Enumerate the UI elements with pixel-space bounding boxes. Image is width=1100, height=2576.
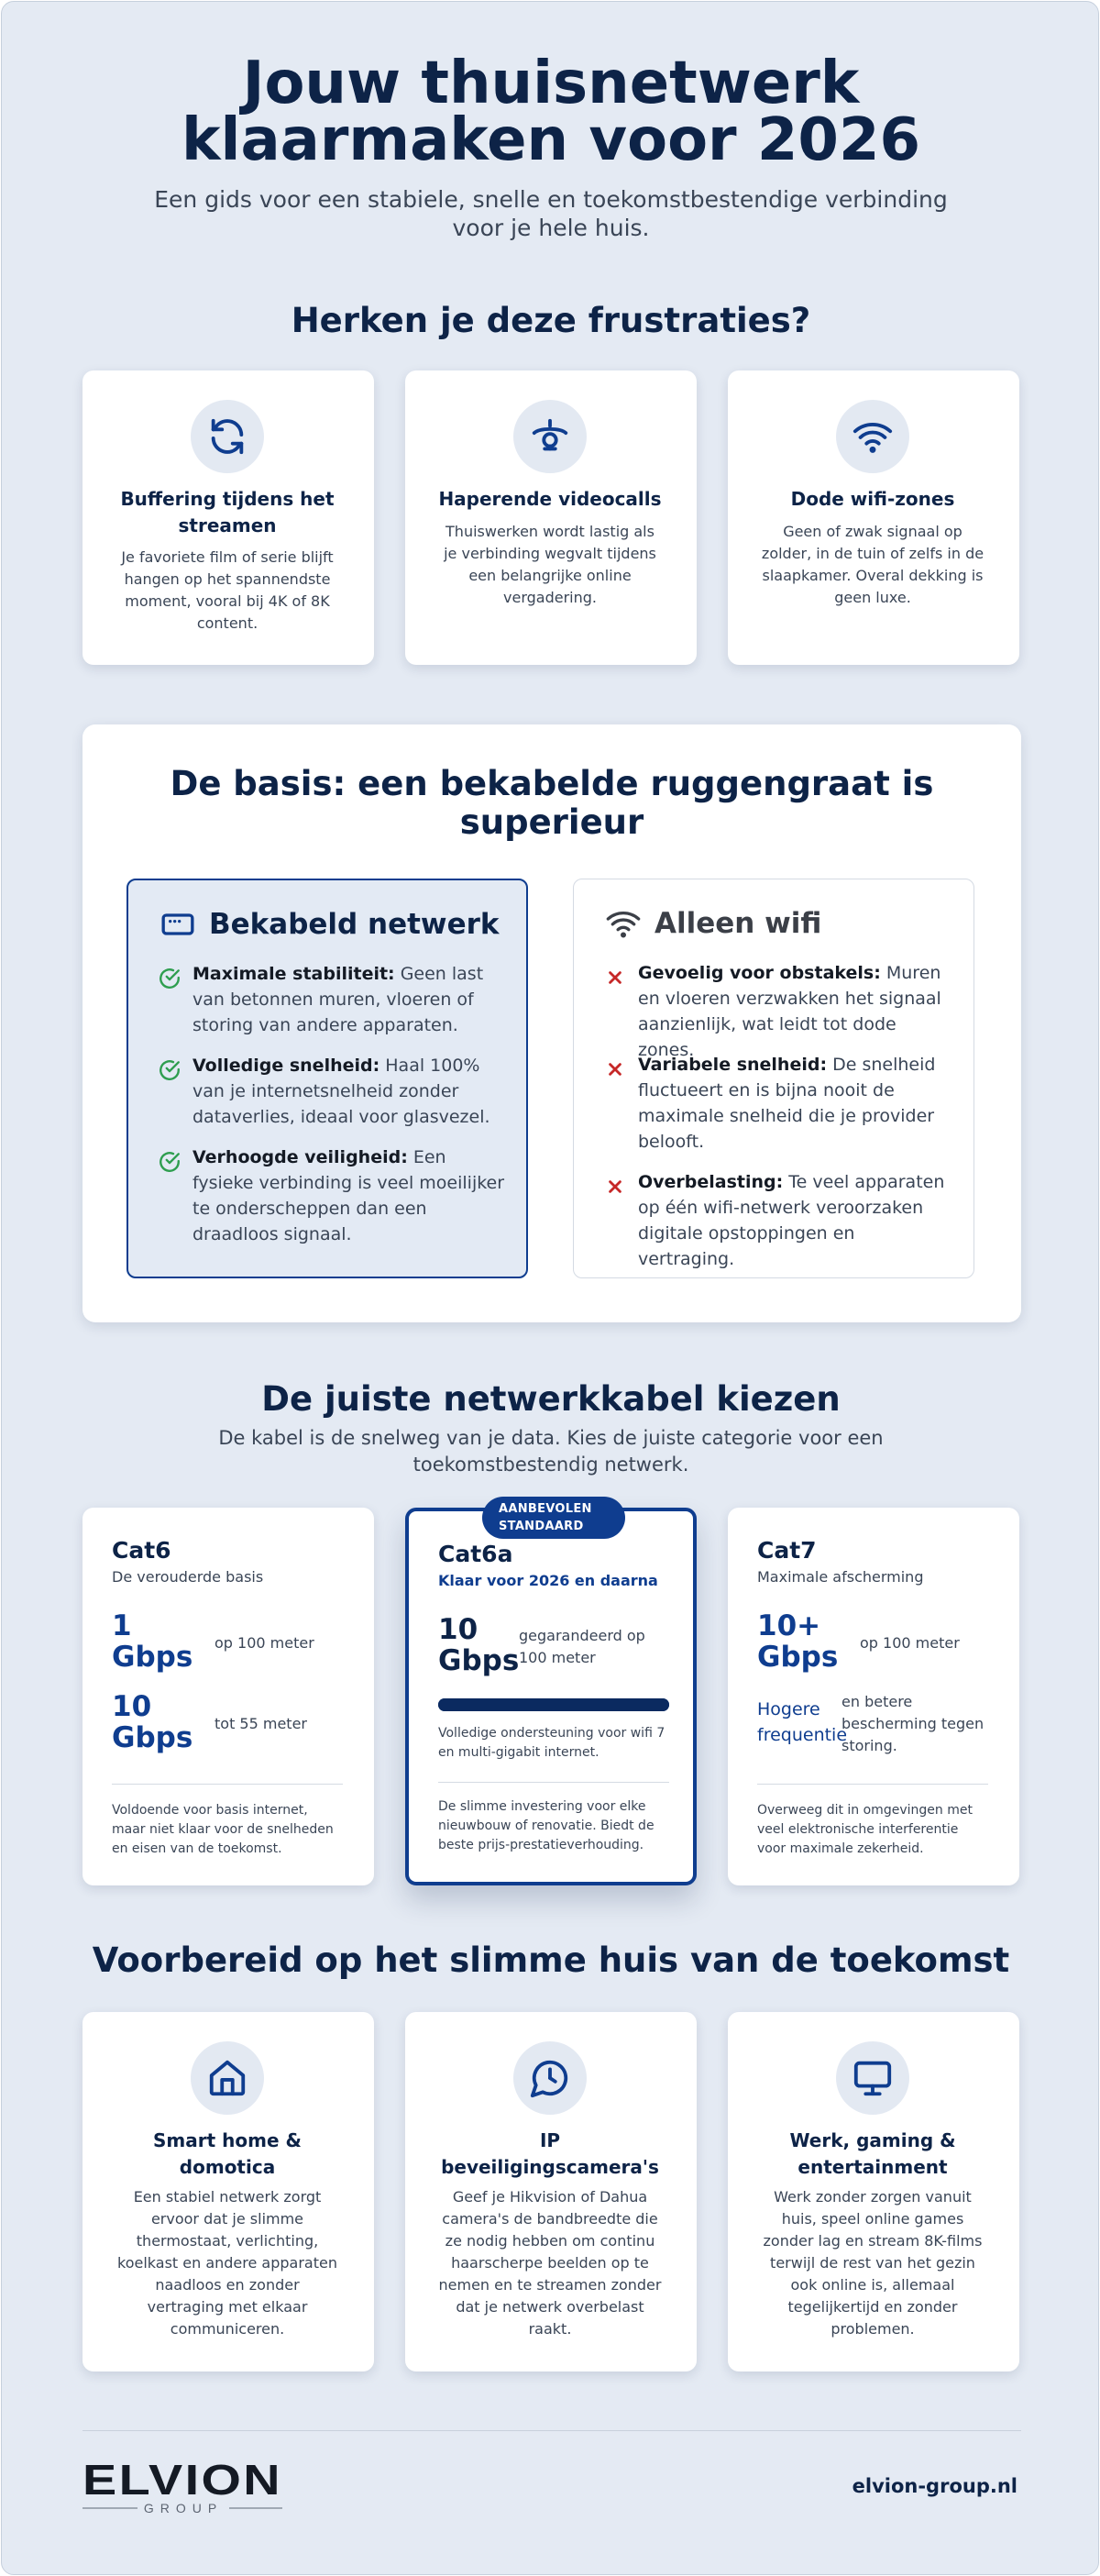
divider [112,1784,343,1785]
cable-tag: Maximale afscherming [757,1568,924,1586]
speed-bar-fill [438,1698,669,1711]
page-subtitle: Een gids voor een stabiele, snelle en toekomstbestendige verbinding voor je hele huis. [154,186,948,241]
monitor-icon-circle [836,2041,909,2115]
cable-speed: 10 Gbps [438,1613,520,1677]
cable-tag: Klaar voor 2026 en daarna [438,1572,658,1589]
refresh-icon-circle [191,400,264,473]
wired-point-label: Verhoogde veiligheid: [192,1147,408,1167]
smart-card-title: Smart home & domotica [153,2129,302,2178]
wifi-point [638,1052,955,1155]
cable-speed: 10 Gbps [112,1690,193,1754]
page-title [2,50,1100,174]
cable-speed-note: op 100 meter [860,1634,960,1652]
camera-icon-circle [513,2041,587,2115]
home-icon [206,2057,248,2099]
cable-frequency: Hogere frequentie [757,1699,848,1745]
elvion-logo [82,2460,284,2516]
cable-name: Cat7 [757,1537,817,1564]
smart-card-text: Geef je Hikvision of Dahua camera's de bandbreedte die ze nodig hebben om continu haarscherpe beelden op te nemen en te streamen zonder dat je netwerk overbelast raakt. [438,2188,662,2338]
divider [757,1784,988,1785]
cables-subtitle: De kabel is de snelweg van je data. Kies de juiste categorie voor een toekomstbestendig netwerk. [218,1427,884,1476]
recommended-badge: AANBEVOLEN STANDAARD [482,1497,625,1539]
cable-speed-note: gegarandeerd op 100 meter [519,1627,645,1666]
wifi-point-label: Variabele snelheid: [638,1055,828,1075]
frustration-text: Geen of zwak signaal op zolder, in de tuin of zelfs in de slaapkamer. Overal dekking is geen luxe. [761,523,984,606]
monitor-icon [852,2057,894,2099]
smart-card-entertainment [728,2012,1019,2371]
frustration-card-buffering [82,370,374,665]
smart-card-text: Werk zonder zorgen vanuit huis, speel online games zonder lag en stream 8K-films terwijl de rest van het gezin ook online is, allemaal tegelijkertijd en zonder problemen. [763,2188,983,2338]
frustration-text: Thuiswerken wordt lastig als je verbinding wegvalt tijdens een belangrijke online vergadering. [444,523,656,606]
wired-point [192,961,510,1038]
wired-point-label: Volledige snelheid: [192,1056,380,1076]
check-icon [158,1058,182,1082]
frustration-title: Buffering tijdens het streamen [120,488,335,536]
smart-card-text: Een stabiel netwerk zorgt ervoor dat je slimme thermostaat, verlichting, koelkast en andere apparaten naadloos en zonder vertraging met elkaar communiceren. [117,2188,337,2338]
check-icon [158,967,182,990]
wifi-point-label: Gevoelig voor obstakels: [638,963,881,983]
wifi-point-text: Te veel apparaten op één wifi-netwerk veroorzaken digitale opstoppingen en vertraging. [638,1172,945,1269]
frustration-title: Haperende videocalls [438,488,662,510]
wired-network-heading [160,904,500,945]
cable-speed: 10+ Gbps [757,1609,839,1674]
wired-point [192,1053,510,1130]
basis-section [82,724,1021,1322]
webcam-icon [529,415,571,458]
smart-card-title: Werk, gaming & entertainment [789,2129,956,2178]
wifi-icon [605,905,642,942]
smart-card-domotica [82,2012,374,2371]
cable-speed: 1 Gbps [112,1609,193,1674]
basis-title: De basis: een bekabelde ruggengraat is superieur [170,764,934,842]
frustration-card-videocalls [405,370,697,665]
camera-icon [529,2057,571,2099]
page [1,1,1099,2575]
svg-text:GROUP: GROUP [143,2501,224,2515]
cable-card-cat6 [82,1508,374,1885]
cable-speed-note: op 100 meter [214,1634,314,1652]
check-icon [158,1150,182,1174]
frustrations-title: Herken je deze frustraties? [291,301,811,340]
wifi-only-box [573,879,974,1278]
frustration-card-wifi-zones [728,370,1019,665]
wired-network-box [126,879,528,1278]
wired-network-title: Bekabeld netwerk [209,908,500,941]
wired-point-label: Maximale stabiliteit: [192,964,395,984]
divider [438,1782,669,1783]
wired-point-text: Een fysieke verbinding is veel moeilijker te onderscheppen dan een draadloos signaal. [192,1147,505,1244]
cable-footer: Overweeg dit in omgevingen met veel elektronische interferentie voor maximale zekerheid. [757,1803,973,1856]
smart-card-cameras [405,2012,697,2371]
wifi-only-title: Alleen wifi [654,907,822,940]
wifi-only-heading [605,903,821,944]
wifi-point [638,1169,955,1272]
cable-name: Cat6 [112,1537,171,1564]
svg-text:ELVION: ELVION [82,2460,282,2504]
smart-card-title: IP beveiligingscamera's [441,2129,659,2178]
wifi-point-text: De snelheid fluctueert en is bijna nooit de maximale snelheid die je provider belooft. [638,1055,936,1152]
wifi-point-label: Overbelasting: [638,1172,784,1192]
website-link[interactable]: elvion-group.nl [852,2475,1018,2497]
cross-icon [603,1175,627,1199]
cable-footer: De slimme investering voor elke nieuwbouw of renovatie. Biedt de beste prijs-prestatieverhouding. [438,1799,654,1852]
ethernet-port-icon [160,906,196,943]
wired-point [192,1144,510,1247]
cable-name: Cat6a [438,1541,513,1567]
webcam-icon-circle [513,400,587,473]
cable-frequency-note: en betere bescherming tegen storing. [842,1693,984,1754]
page-title-line1: Jouw thuisnetwerk [242,50,860,117]
cable-speed-note: tot 55 meter [214,1715,307,1732]
wifi-point [638,960,955,1063]
wifi-icon [852,415,894,458]
cable-footer: Voldoende voor basis internet, maar niet klaar voor de snelheden en eisen van de toekomst. [112,1803,334,1856]
cable-card-cat7 [728,1508,1019,1885]
smart-title: Voorbereid op het slimme huis van de toekomst [92,1940,1010,1980]
cables-title: De juiste netwerkkabel kiezen [261,1379,841,1419]
wired-point-text: Haal 100% van je internetsnelheid zonder dataverlies, ideaal voor glasvezel. [192,1056,490,1127]
cable-card-cat6a [405,1502,697,1885]
cross-icon [603,966,627,989]
cable-tag: De verouderde basis [112,1568,264,1586]
cross-icon [603,1057,627,1081]
home-icon-circle [191,2041,264,2115]
speed-bar [438,1698,669,1711]
wifi-icon-circle [836,400,909,473]
refresh-icon [206,415,248,458]
wifi-point-text: Muren en vloeren verzwakken het signaal aanzienlijk, wat leidt tot dode zones. [638,963,941,1060]
wired-point-text: Geen last van betonnen muren, vloeren of storing van andere apparaten. [192,964,484,1035]
footer-divider [82,2430,1021,2431]
frustration-title: Dode wifi-zones [790,488,955,510]
page-title-line2: klaarmaken voor 2026 [181,106,921,174]
frustration-text: Je favoriete film of serie blijft hangen op het spannendste moment, vooral bij 4K of 8K content. [121,548,334,632]
cable-support: Volledige ondersteuning voor wifi 7 en multi-gigabit internet. [438,1726,666,1760]
